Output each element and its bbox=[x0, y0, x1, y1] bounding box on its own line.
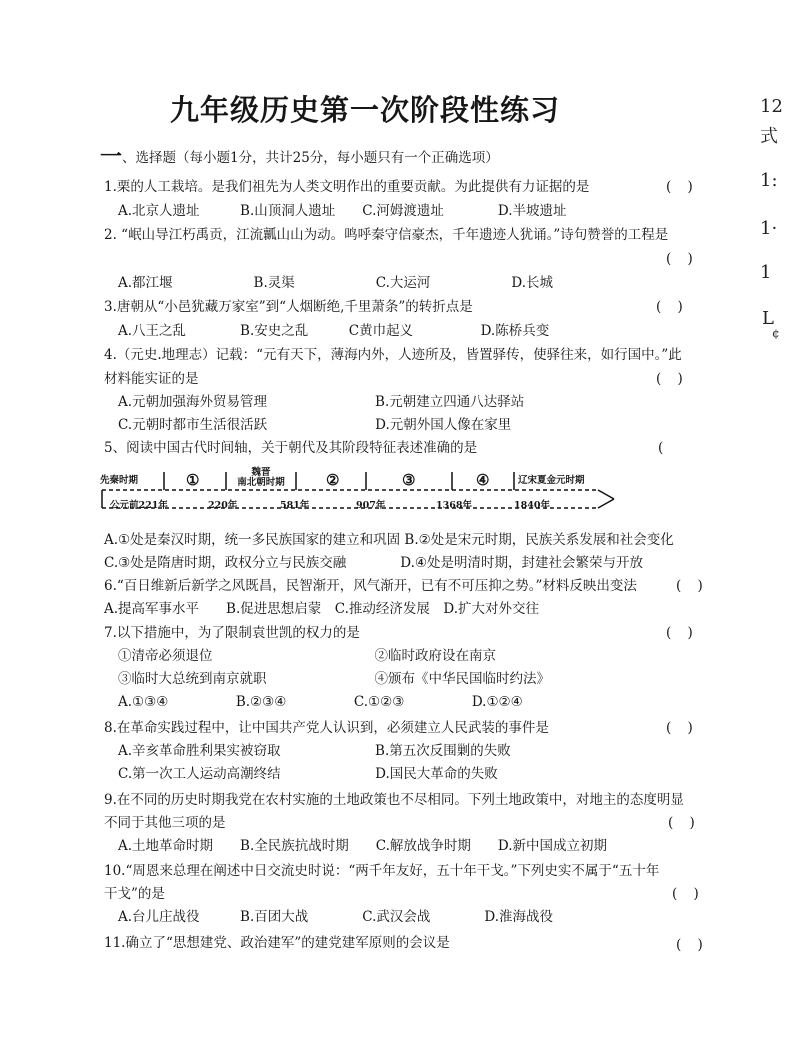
answer-blank: ( ) bbox=[672, 886, 699, 902]
question-stem: 5、阅读中国古代时间轴，关于朝代及其阶段特征表述准确的是 bbox=[104, 440, 478, 456]
timeline-marker-1: ① bbox=[186, 471, 200, 489]
margin-mark: 1· bbox=[760, 218, 778, 239]
question-options: C.元朝时都市生活很活跃 D.元朝外国人像在家里 bbox=[118, 417, 512, 433]
question-stem: 3.唐朝从“小邑犹藏万家室”到“人烟断绝,千里萧条”的转折点是 bbox=[104, 299, 473, 315]
timeline-marker-3: ③ bbox=[402, 471, 416, 489]
margin-mark: L bbox=[762, 308, 774, 329]
question-stem: 9.在不同的历史时期我党在农村实施的土地政策也不尽相同。下列土地政策中，对地主的态度明显 bbox=[104, 792, 684, 808]
question-stem: 1.栗的人工栽培。是我们祖先为人类文明作出的重要贡献。为此提供有力证据的是 bbox=[104, 179, 590, 195]
question-stem-cont: 干戈”的是 bbox=[104, 886, 165, 902]
question-stem-cont: 不同于其他三项的是 bbox=[104, 815, 226, 831]
answer-blank: ( ) bbox=[676, 578, 703, 594]
timeline-marker-2: ② bbox=[326, 471, 340, 489]
timeline-year: 220年 bbox=[208, 500, 238, 511]
question-options: A.辛亥革命胜利果实被窃取 B.第五次反围剿的失败 bbox=[118, 743, 511, 759]
timeline-period-label: 魏晋 南北朝时期 bbox=[237, 467, 285, 488]
question-stem-cont: 材料能实证的是 bbox=[104, 371, 199, 387]
question-options: C.第一次工人运动高潮终结 D.国民大革命的失败 bbox=[118, 766, 498, 782]
question-stem: 10.“周恩来总理在阐述中日交流史时说：“两千年友好，五十年干戈。”下列史实不属于“五十年 bbox=[104, 863, 660, 879]
answer-blank: ( ) bbox=[668, 815, 695, 831]
timeline-year: 1840年 bbox=[514, 500, 550, 511]
section-heading-text: 、选择题（每小题1分，共计25分，每小题只有一个正确选项） bbox=[122, 150, 499, 166]
question-options: A.土地革命时期 B.全民族抗战时期 C.解放战争时期 D.新中国成立初期 bbox=[118, 838, 608, 854]
question-options: ①清帝必须退位 ②临时政府设在南京 bbox=[118, 648, 496, 664]
history-timeline bbox=[100, 467, 616, 512]
answer-blank: ( ) bbox=[676, 937, 703, 953]
question-options: C.③处是隋唐时期，政权分立与民族交融 D.④处是明清时期，封建社会繁荣与开放 bbox=[104, 555, 643, 571]
question-options: A.都江堰 B.灵渠 C.大运河 D.长城 bbox=[118, 275, 554, 291]
section-heading bbox=[100, 144, 499, 170]
timeline-period-label: 先秦时期 bbox=[100, 475, 139, 486]
margin-mark: 1 bbox=[760, 262, 772, 283]
timeline-year: 907年 bbox=[356, 500, 386, 511]
answer-blank: ( ) bbox=[666, 625, 693, 641]
question-stem: 2. “岷山导江朽禹贡，江流瓤山山为动。鸣呼秦守信豪杰，千年遗迹人犹诵。”诗句赞誉的工程是 bbox=[104, 227, 669, 243]
timeline-year: 581年 bbox=[280, 500, 310, 511]
question-stem: 6.“百日维新后新学之风既昌，民智渐开，风气渐开，已有不可压抑之势。”材料反映出变法 bbox=[104, 578, 637, 594]
timeline-year: 公元前221年 bbox=[110, 500, 168, 511]
question-options: A.元朝加强海外贸易管理 B.元朝建立四通八达驿站 bbox=[118, 394, 525, 410]
question-options: ③临时大总统到南京就职 ④颁布《中华民国临时约法》 bbox=[118, 671, 550, 687]
question-stem: 11.确立了“思想建党、政治建军”的建党建军原则的会议是 bbox=[104, 935, 450, 951]
question-options: A.北京人遗址 B.山顶洞人遗址 C.河姆渡遗址 D.半坡遗址 bbox=[118, 203, 567, 219]
question-options: A.①处是秦汉时期，统一多民族国家的建立和巩固 B.②处是宋元时期，民族关系发展和社会变化 bbox=[104, 532, 674, 548]
answer-blank: ( ) bbox=[666, 179, 693, 195]
timeline-period-label: 辽宋夏金元时期 bbox=[518, 475, 585, 486]
question-options: A.提高军事水平 B.促进思想启蒙 C.推动经济发展 D.扩大对外交往 bbox=[104, 601, 540, 617]
question-options: A.八王之乱 B.安史之乱 C黄巾起义 D.陈桥兵变 bbox=[118, 323, 550, 339]
question-stem: 4.（元史.地理志）记载：“元有天下，薄海内外，人迹所及，皆置驿传，使驿往来，如行国中。”此 bbox=[104, 347, 682, 363]
margin-mark: 1: bbox=[760, 170, 778, 191]
answer-blank: ( ) bbox=[666, 720, 693, 736]
margin-mark: 式 bbox=[760, 126, 778, 147]
question-options: A.台儿庄战役 B.百团大战 C.武汉会战 D.淮海战役 bbox=[118, 909, 554, 925]
answer-blank: ( ) bbox=[666, 251, 693, 267]
answer-blank: ( bbox=[658, 440, 664, 456]
answer-blank: ( ) bbox=[656, 299, 683, 315]
margin-mark: 12 bbox=[760, 96, 783, 117]
question-stem: 8.在革命实践过程中，让中国共产党人认识到，必须建立人民武装的事件是 bbox=[104, 720, 549, 736]
timeline-year: 1368年 bbox=[436, 500, 472, 511]
answer-blank: ( ) bbox=[656, 371, 683, 387]
section-number-mark: 一 bbox=[100, 144, 123, 170]
margin-mark: ¢ bbox=[772, 326, 780, 340]
page-title: 九年级历史第一次阶段性练习 bbox=[170, 93, 561, 127]
timeline-marker-4: ④ bbox=[476, 471, 490, 489]
question-options: A.①③④ B.②③④ C.①②③ D.①②④ bbox=[118, 694, 523, 710]
question-stem: 7.以下措施中，为了限制袁世凯的权力的是 bbox=[104, 625, 360, 641]
